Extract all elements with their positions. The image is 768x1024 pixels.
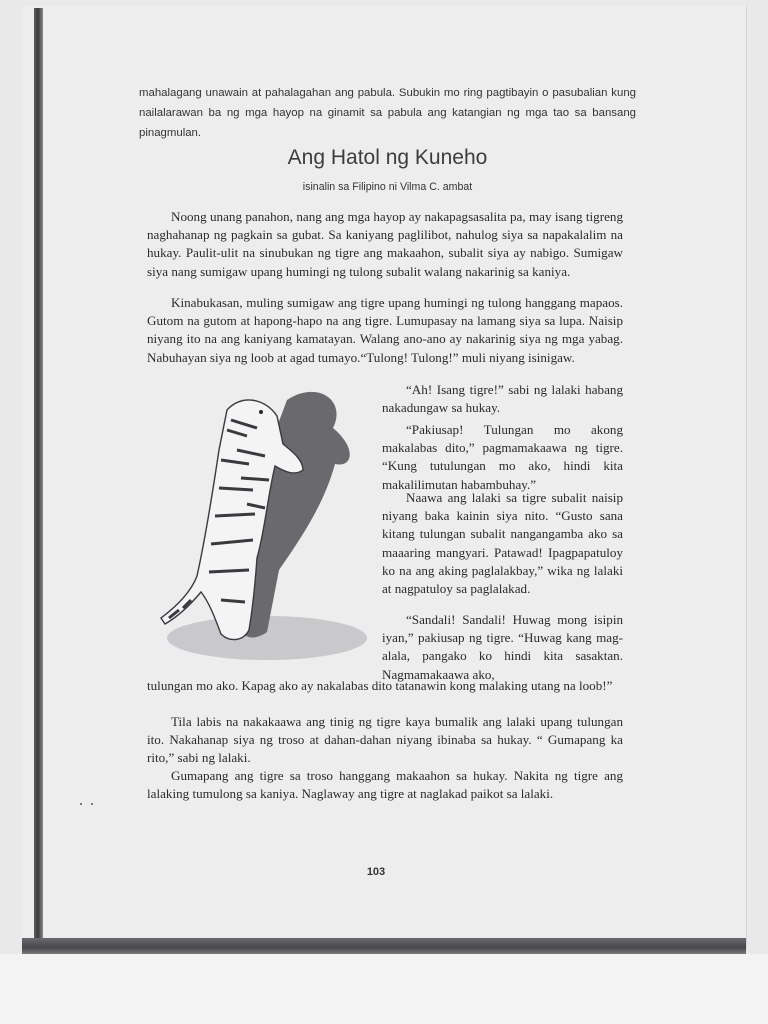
page-number: 103: [366, 866, 386, 878]
paragraph-3: “Ah! Isang tigre!” sabi ng lalaki habang nakadungaw sa hukay.: [382, 382, 623, 416]
tiger-eye: [259, 410, 263, 414]
paragraph-6-column: “Sandali! Sandali! Huwag mong isipin iyan,” pakiusap ng tigre. “Huwag kang mag-alala, pangako ko hindi kita sasaktan. Nagmamakaawa ako,: [382, 612, 623, 682]
scan-background: [0, 954, 768, 1024]
paragraph-1: Noong unang panahon, nang ang mga hayop ay nakapagsasalita pa, may isang tigreng naghahanap ng pagkain sa gubat. Sa kaniyang paglilibot, nahulog siya sa napakalalim na hukay. Paulit-ulit na sinubukan ng tigre ang makaahon, subalit siya ay nabigo. Sumigaw siya nang sumigaw upang humingi ng tulong subalit walang nakarinig sa kaniya.: [147, 209, 623, 279]
intro-paragraph: mahalagang unawain at pahalagahan ang pabula. Subukin mo ring pagtibayin o pasubalian kung nailalarawan ba ng mga hayop na ginamit sa pabula ang katangian ng mga tao sa bansang pinagmulan.: [139, 87, 636, 139]
scan-speck: [91, 803, 93, 805]
paragraph-6-continued: tulungan mo ako. Kapag ako ay nakalabas dito tatanawin kong malaking utang na loob!”: [147, 678, 613, 693]
paragraph-4: “Pakiusap! Tulungan mo akong makalabas dito,” pagmamakaawa ng tigre. “Kung tutulungan mo ako, hindi kita makalilimutan habambuhay.”: [382, 422, 623, 492]
scan-speck: [80, 803, 82, 805]
paragraph-7: Tila labis na nakakaawa ang tinig ng tigre kaya bumalik ang lalaki upang tulungan ito. Nakahanap siya ng troso at dahan-dahan niyang ibinaba sa hukay. “ Gumapang ka rito,” sabi ng lalaki.: [147, 714, 623, 766]
story-title: Ang Hatol ng Kuneho: [287, 146, 488, 169]
binding-shadow: [34, 8, 43, 944]
translator-credit: isinalin sa Filipino ni Vilma C. ambat: [302, 181, 473, 193]
tiger-illustration: [157, 380, 379, 670]
paragraph-5: Naawa ang lalaki sa tigre subalit naisip niyang baka kainin siya nito. “Gusto sana kitang tulungan subalit nangangamba ako sa maaaring mangyari. Patawad! Ipagpapatuloy ko na ang aking paglalakbay,” wika ng lalaki at nagpatuloy sa paglalakad.: [382, 490, 623, 597]
paragraph-2: Kinabukasan, muling sumigaw ang tigre upang humingi ng tulong hanggang mapaos. Gutom na gutom at hapong-hapo na ang tigre. Lumupasay na lamang siya sa lupa. Naisip niyang ito na ang kaniyang kamatayan. Walang ano-ano ay nakarinig siya ng mga yabag. Nabuhayan siya ng loob at agad tumayo.“Tulong! Tulong!” muli niyang isinigaw.: [147, 295, 623, 365]
page-edge-shadow: [22, 938, 746, 954]
paragraph-8: Gumapang ang tigre sa troso hanggang makaahon sa hukay. Nakita ng tigre ang lalaking tumulong sa kaniya. Naglaway ang tigre at naglakad paikot sa lalaki.: [147, 768, 623, 802]
